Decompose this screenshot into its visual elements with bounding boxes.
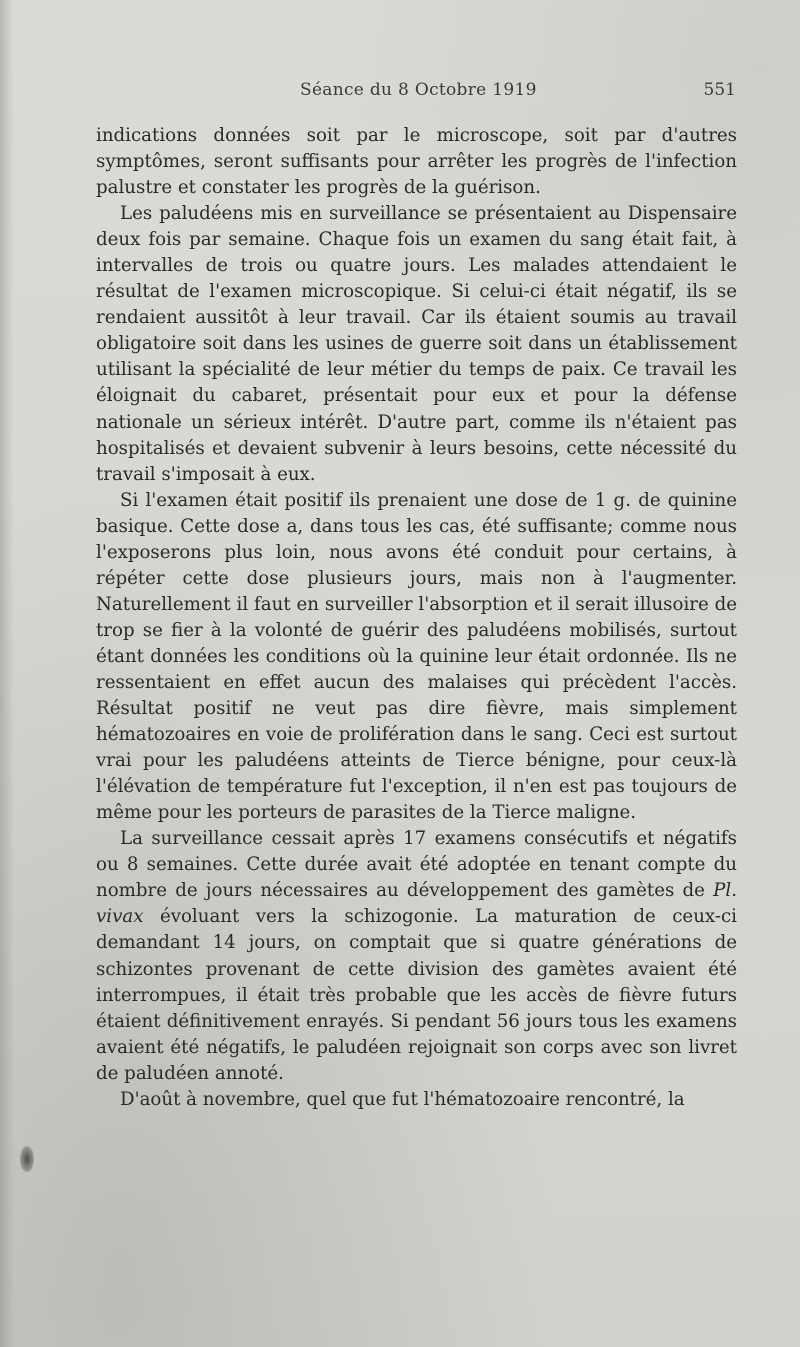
page-header xyxy=(96,76,736,106)
paragraph-2: Les paludéens mis en surveillance se présentaient au Dispensaire deux fois par semaine. Chaque fois un examen du sang était fait, à intervalles de trois ou quatre jours. Les malades attendaient le résultat de l'examen microscopique. Si celui-ci était négatif, ils se rendaient aussitôt à leur travail. Car ils étaient soumis au travail obligatoire soit dans les usines de guerre soit dans un établissement utilisant la spécialité de leur métier du temps de paix. Ce travail les éloignait du cabaret, présentait pour eux et pour la défense nationale un sérieux intérêt. D'autre part, comme ils n'étaient pas hospitalisés et devaient subvenir à leurs besoins, cette nécessité du travail s'imposait à eux. xyxy=(96,203,737,485)
paragraph-3: Si l'examen était positif ils prenaient une dose de 1 g. de quinine basique. Cette dose a, dans tous les cas, été suffisante; comme nous l'exposerons plus loin, nous avons été conduit pour certains, à répéter cette dose plusieurs jours, mais non à l'augmenter. Naturellement il faut en surveiller l'absorption et il serait illusoire de trop se fier à la volonté de guérir des paludéens mobilisés, surtout étant données les conditions où la quinine leur était ordonnée. Ils ne ressentaient en effet aucun des malaises qui précèdent l'accès. Résultat positif ne veut pas dire fièvre, mais simplement hématozoaires en voie de prolifération dans le sang. Ceci est surtout vrai pour les paludéens atteints de Tierce bénigne, pour ceux-là l'élévation de température fut l'exception, il n'en est pas toujours de même pour les porteurs de parasites de la Tierce maligne. xyxy=(96,489,737,824)
running-head: Séance du 8 Octobre 1919 xyxy=(300,80,537,100)
paragraph-4 xyxy=(96,826,737,1086)
paragraph-4-part-1: La surveillance cessait après 17 examens consécutifs et négatifs ou 8 semaines. Cette durée avait été adoptée en tenant compte du nombre de jours nécessaires au développement des gamètes de xyxy=(96,828,737,902)
paragraph-5: D'août à novembre, quel que fut l'hématozoaire rencontré, la xyxy=(120,1088,685,1110)
ink-smear-mark xyxy=(20,1146,34,1172)
page-edge-shadow xyxy=(0,0,14,1347)
body-text xyxy=(96,123,737,1113)
paragraph-1: indications données soit par le microscope, soit par d'autres symptômes, seront suffisants pour arrêter les progrès de l'infection palustre et constater les progrès de la guérison. xyxy=(96,125,737,199)
species-name: Pl. vivax xyxy=(96,880,737,928)
page-number: 551 xyxy=(703,80,736,100)
paragraph-4-part-2: évoluant vers la schizogonie. La maturation de ceux-ci demandant 14 jours, on comptait que si quatre générations de schizontes provenant de cette division des gamètes avaient été interrompues, il était très probable que les accès de fièvre futurs étaient définitivement enrayés. Si pendant 56 jours tous les examens avaient été négatifs, le paludéen rejoignait son corps avec son livret de paludéen annoté. xyxy=(96,906,737,1084)
